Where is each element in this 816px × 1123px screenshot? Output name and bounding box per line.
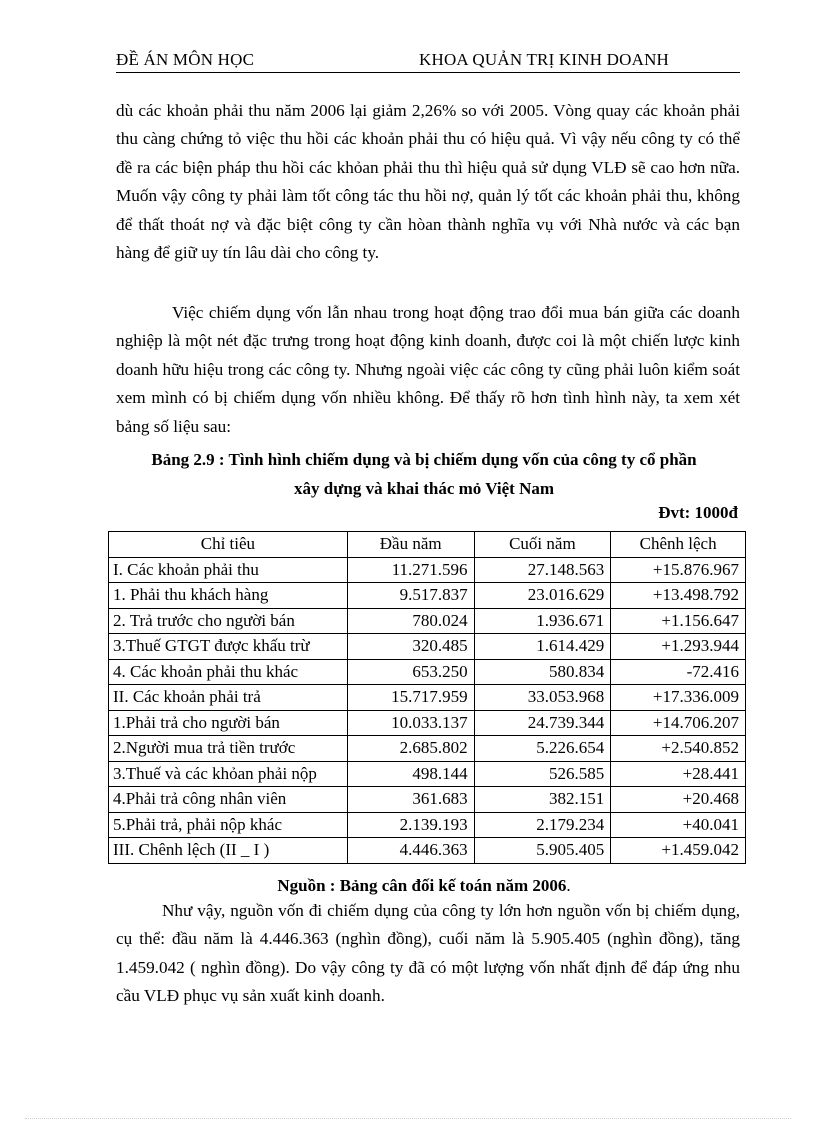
row-difference: +15.876.967: [611, 557, 746, 583]
row-difference: +28.441: [611, 761, 746, 787]
table-row: [109, 787, 746, 813]
row-end-value: 2.179.234: [474, 812, 611, 838]
table-row: [109, 634, 746, 660]
row-start-value: 15.717.959: [347, 685, 474, 711]
table-row: [109, 608, 746, 634]
row-end-value: 33.053.968: [474, 685, 611, 711]
table-row: [109, 659, 746, 685]
row-label: 3.Thuế GTGT được khấu trừ: [109, 634, 348, 660]
table-row: [109, 761, 746, 787]
paragraph-conclusion: Như vậy, nguồn vốn đi chiếm dụng của công ty lớn hơn nguồn vốn bị chiếm dụng, cụ thể: đầu năm là 4.446.363 (nghìn đồng), cuối năm là 5.905.405 (nghìn đồng), tăng 1.459.042 ( nghìn đồng). Do vậy công ty đã có một lượng vốn nhất định để đáp ứng nhu cầu VLĐ phục vụ sản xuất kinh doanh.: [116, 901, 740, 1006]
row-start-value: 361.683: [347, 787, 474, 813]
row-end-value: 382.151: [474, 787, 611, 813]
row-label: 4.Phải trả công nhân viên: [109, 787, 348, 813]
table-source: [100, 876, 748, 896]
row-start-value: 2.685.802: [347, 736, 474, 762]
row-start-value: 653.250: [347, 659, 474, 685]
table-caption-line-1: Bảng 2.9 : Tình hình chiếm dụng và bị chiếm dụng vốn của công ty cổ phần: [151, 450, 697, 469]
row-label: III. Chênh lệch (II _ I ): [109, 838, 348, 864]
row-start-value: 498.144: [347, 761, 474, 787]
table-caption: [100, 445, 748, 503]
row-start-value: 10.033.137: [347, 710, 474, 736]
paragraph-capital-appropriation: Việc chiếm dụng vốn lẫn nhau trong hoạt động trao đổi mua bán giữa các doanh nghiệp là một nét đặc trưng trong hoạt động kinh doanh, được coi là một chiến lược kinh doanh hữu hiệu trong các công ty. Nhưng ngoài việc các công ty cũng phải luôn kiểm soát xem mình có bị chiếm dụng vốn nhiều không. Để thấy rõ hơn tình hình này, ta xem xét bảng số liệu sau:: [116, 303, 740, 436]
table-header-row: [109, 532, 746, 558]
row-start-value: 2.139.193: [347, 812, 474, 838]
row-difference: +1.293.944: [611, 634, 746, 660]
col-header-start-year: Đầu năm: [347, 532, 474, 558]
row-label: 1.Phải trả cho người bán: [109, 710, 348, 736]
row-start-value: 320.485: [347, 634, 474, 660]
row-end-value: 24.739.344: [474, 710, 611, 736]
row-difference: +2.540.852: [611, 736, 746, 762]
row-difference: +17.336.009: [611, 685, 746, 711]
row-difference: +40.041: [611, 812, 746, 838]
row-start-value: 9.517.837: [347, 583, 474, 609]
row-end-value: 27.148.563: [474, 557, 611, 583]
row-label: 3.Thuế và các khỏan phải nộp: [109, 761, 348, 787]
page-header: [116, 50, 740, 73]
row-end-value: 526.585: [474, 761, 611, 787]
col-header-end-year: Cuối năm: [474, 532, 611, 558]
unit-label: Đvt: 1000đ: [658, 503, 738, 522]
row-label: 1. Phải thu khách hàng: [109, 583, 348, 609]
row-difference: -72.416: [611, 659, 746, 685]
row-label: 5.Phải trả, phải nộp khác: [109, 812, 348, 838]
row-end-value: 1.614.429: [474, 634, 611, 660]
row-difference: +1.156.647: [611, 608, 746, 634]
footer-divider: [25, 1118, 791, 1119]
header-faculty: KHOA QUẢN TRỊ KINH DOANH: [419, 50, 670, 69]
row-end-value: 5.905.405: [474, 838, 611, 864]
paragraph-receivables: dù các khoản phải thu năm 2006 lại giảm 2,26% so với 2005. Vòng quay các khoản phải thu càng chứng tỏ việc thu hồi các khoản phải thu có hiệu quả. Vì vậy nếu công ty có thể đề ra các biện pháp thu hồi các khỏan phải thu thì hiệu quả sử dụng VLĐ sẽ cao hơn nữa. Muốn vậy công ty phải làm tốt công tác thu hồi nợ, quản lý tốt các khoản phải thu, không để thất thoát nợ và đặc biệt công ty cần hòan thành nghĩa vụ với Nhà nước và các bạn hàng để giữ uy tín lâu dài cho công ty.: [116, 101, 740, 263]
row-start-value: 4.446.363: [347, 838, 474, 864]
col-header-difference: Chênh lệch: [611, 532, 746, 558]
row-difference: +1.459.042: [611, 838, 746, 864]
row-label: 2.Người mua trả tiền trước: [109, 736, 348, 762]
row-start-value: 780.024: [347, 608, 474, 634]
data-table: [108, 531, 746, 864]
table-row: [109, 710, 746, 736]
table-row: [109, 812, 746, 838]
source-suffix: .: [566, 876, 571, 895]
row-end-value: 1.936.671: [474, 608, 611, 634]
row-end-value: 580.834: [474, 659, 611, 685]
row-label: I. Các khoản phải thu: [109, 557, 348, 583]
source-label: Nguồn : Bảng cân đối kế toán năm 2006: [277, 876, 567, 895]
table-caption-line-2: xây dựng và khai thác mỏ Việt Nam: [293, 479, 555, 498]
row-difference: +20.468: [611, 787, 746, 813]
table-row: [109, 736, 746, 762]
row-end-value: 5.226.654: [474, 736, 611, 762]
table-row: [109, 685, 746, 711]
table-row: [109, 838, 746, 864]
row-label: II. Các khoản phải trả: [109, 685, 348, 711]
table-row: [109, 583, 746, 609]
table-row: [109, 557, 746, 583]
row-difference: +14.706.207: [611, 710, 746, 736]
row-label: 2. Trả trước cho người bán: [109, 608, 348, 634]
row-start-value: 11.271.596: [347, 557, 474, 583]
row-label: 4. Các khoản phải thu khác: [109, 659, 348, 685]
col-header-indicator: Chỉ tiêu: [109, 532, 348, 558]
header-course-title: ĐỀ ÁN MÔN HỌC: [116, 50, 255, 69]
row-difference: +13.498.792: [611, 583, 746, 609]
row-end-value: 23.016.629: [474, 583, 611, 609]
